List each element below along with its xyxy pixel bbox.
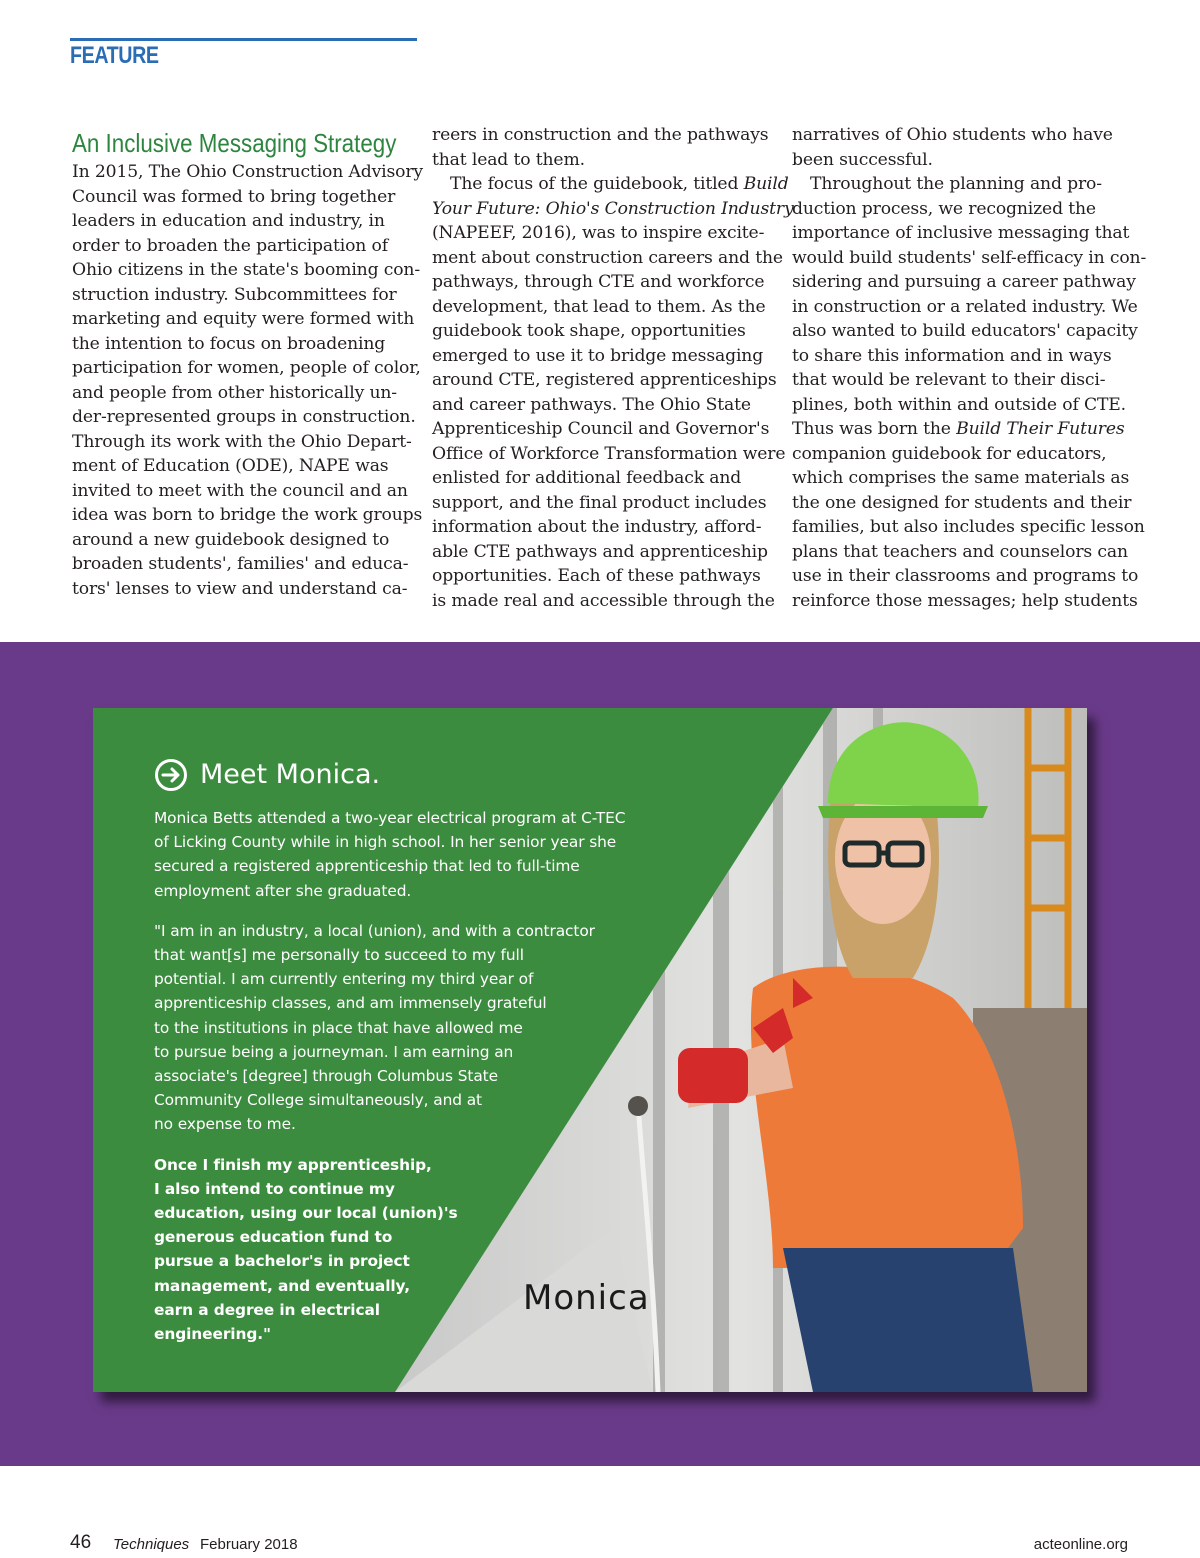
column-3-body-top: [792, 123, 1147, 417]
article-column-2: [432, 123, 794, 613]
text-line: [792, 417, 1132, 442]
site-url: acteonline.org: [1033, 1536, 1128, 1553]
text-line: the intention to focus on broadening: [72, 333, 386, 354]
companion-title-italic: Build Their Futures: [956, 419, 1125, 439]
text-line: also wanted to build educators' capacity: [792, 321, 1138, 341]
text-line: Apprenticeship Council and Governor's: [432, 419, 770, 439]
card-text-line: secured a registered apprenticeship that led to full-time: [154, 857, 580, 876]
guidebook-title-italic: Your Future: Ohio's Construction Industry: [432, 198, 794, 219]
column-2-body: [432, 246, 786, 614]
text-line: broaden students', families' and educa-: [72, 554, 409, 574]
text-line: sidering and pursuing a career pathway: [792, 272, 1136, 292]
card-text-line: earn a degree in electrical: [154, 1300, 380, 1319]
card-text-line: potential. I am currently entering my third year of: [154, 970, 534, 989]
circle-arrow-right-icon: [154, 758, 188, 792]
text-line: idea was born to bridge the work groups: [72, 505, 423, 525]
column-3-body-bottom: [792, 442, 1145, 614]
text-line: In 2015, The Ohio Construction Advisory: [72, 162, 423, 182]
text-line: participation for women, people of color,: [72, 358, 421, 378]
text-run: Thus was born the: [792, 419, 957, 439]
text-line: that would be relevant to their disci-: [792, 370, 1106, 390]
text-line: would build students' self-efficacy in con-: [792, 247, 1147, 268]
text-line: der-represented groups in construction.: [72, 407, 416, 427]
text-line: which comprises the same materials as: [792, 468, 1130, 488]
text-line: around CTE, registered apprenticeships: [432, 370, 777, 390]
text-line: around a new guidebook designed to: [72, 529, 390, 550]
publication-name: Techniques: [113, 1536, 190, 1553]
card-text-line: Once I finish my apprenticeship,: [154, 1155, 432, 1174]
text-line: tors' lenses to view and understand ca-: [72, 578, 408, 599]
text-line: invited to meet with the council and an: [72, 480, 408, 501]
card-text-line: "I am in an industry, a local (union), and with a contractor: [154, 921, 595, 940]
text-line: Through its work with the Ohio Depart-: [72, 431, 412, 452]
signature: Monica: [523, 1278, 650, 1318]
text-line: is made real and accessible through the: [432, 590, 775, 611]
text-line: enlisted for additional feedback and: [432, 468, 742, 488]
text-line: Council was formed to bring together: [72, 186, 396, 207]
card-text-line: employment after she graduated.: [154, 881, 412, 900]
text-line: reinforce those messages; help students: [792, 590, 1138, 611]
card-heading: Meet Monica.: [200, 759, 381, 790]
text-line: duction process, we recognized the: [792, 198, 1096, 219]
card-text-line: to the institutions in place that have allowed me: [154, 1018, 523, 1037]
guidebook-title-italic: Build: [743, 174, 789, 194]
text-line: Throughout the planning and pro-: [810, 174, 1102, 194]
text-line: Office of Workforce Transformation were: [432, 443, 786, 464]
section-label: FEATURE: [70, 42, 159, 69]
text-line: able CTE pathways and apprenticeship: [432, 541, 768, 562]
card-text-line: Monica Betts attended a two-year electrical program at C-TEC: [154, 809, 626, 827]
text-line: importance of inclusive messaging that: [792, 223, 1130, 243]
card-text-line: associate's [degree] through Columbus State: [154, 1067, 498, 1086]
card-text-line: generous education fund to: [154, 1228, 393, 1247]
card-title-row: [154, 758, 624, 792]
text-line: plans that teachers and counselors can: [792, 541, 1128, 562]
text-line: plines, both within and outside of CTE.: [792, 394, 1126, 415]
text-line: reers in construction and the pathways: [432, 125, 769, 145]
text-line: companion guidebook for educators,: [792, 443, 1107, 464]
card-text-line: that want[s] me personally to succeed to my full: [154, 946, 524, 965]
card-text-line: I also intend to continue my: [154, 1179, 395, 1198]
text-line: support, and the final product includes: [432, 492, 767, 513]
article-heading: An Inclusive Messaging Strategy: [72, 128, 397, 158]
card-text: [154, 758, 624, 1362]
text-line: struction industry. Subcommittees for: [72, 284, 397, 305]
text-line: narratives of Ohio students who have: [792, 125, 1113, 145]
text-line: families, but also includes specific lesson: [792, 517, 1145, 537]
text-line: emerged to use it to bridge messaging: [432, 345, 764, 366]
article-column-1: [72, 128, 423, 601]
text-run: The focus of the guidebook, titled: [450, 174, 744, 194]
text-line: that lead to them.: [432, 149, 585, 170]
text-line: ment of Education (ODE), NAPE was: [72, 456, 389, 476]
text-line: ment about construction careers and the: [432, 247, 783, 268]
page-number: 46: [70, 1532, 92, 1553]
section-rule: [70, 38, 417, 41]
card-text-line: education, using our local (union)'s: [154, 1204, 458, 1223]
text-line: order to broaden the participation of: [72, 235, 388, 256]
text-line: in construction or a related industry. We: [792, 296, 1138, 317]
text-line: use in their classrooms and programs to: [792, 566, 1139, 586]
text-line: pathways, through CTE and workforce: [432, 272, 765, 292]
publication-date: February 2018: [200, 1536, 298, 1553]
text-line: [432, 172, 789, 197]
card-text-line: management, and eventually,: [154, 1276, 411, 1295]
text-line: leaders in education and industry, in: [72, 211, 385, 231]
text-line: marketing and equity were formed with: [72, 309, 415, 329]
card-text-line: pursue a bachelor's in project: [154, 1252, 410, 1271]
meet-monica-card: [93, 708, 1087, 1392]
card-text-line: apprenticeship classes, and am immensely grateful: [154, 994, 547, 1013]
text-line: and career pathways. The Ohio State: [432, 394, 751, 415]
text-line: (NAPEEF, 2016), was to inspire excite-: [432, 223, 765, 243]
text-line: [432, 197, 794, 222]
card-text-line: no expense to me.: [154, 1115, 296, 1134]
text-line: opportunities. Each of these pathways: [432, 566, 761, 586]
card-text-line: engineering.": [154, 1325, 271, 1344]
column-1-body: [72, 160, 423, 601]
text-line: guidebook took shape, opportunities: [432, 321, 746, 341]
text-line: been successful.: [792, 149, 933, 170]
text-line: the one designed for students and their: [792, 492, 1132, 513]
card-intro-paragraph: [154, 806, 624, 903]
card-text-line: to pursue being a journeyman. I am earning an: [154, 1042, 514, 1061]
text-line: Ohio citizens in the state's booming con-: [72, 260, 421, 280]
text-line: and people from other historically un-: [72, 382, 397, 403]
text-line: to share this information and in ways: [792, 345, 1112, 366]
article-column-3: [792, 123, 1147, 613]
card-text-line: Community College simultaneously, and at: [154, 1091, 482, 1110]
text-line: development, that lead to them. As the: [432, 296, 766, 317]
text-line: information about the industry, afford-: [432, 517, 762, 537]
card-text-line: of Licking County while in high school. In her senior year she: [154, 833, 617, 852]
card-quote-paragraph: [154, 919, 624, 1137]
